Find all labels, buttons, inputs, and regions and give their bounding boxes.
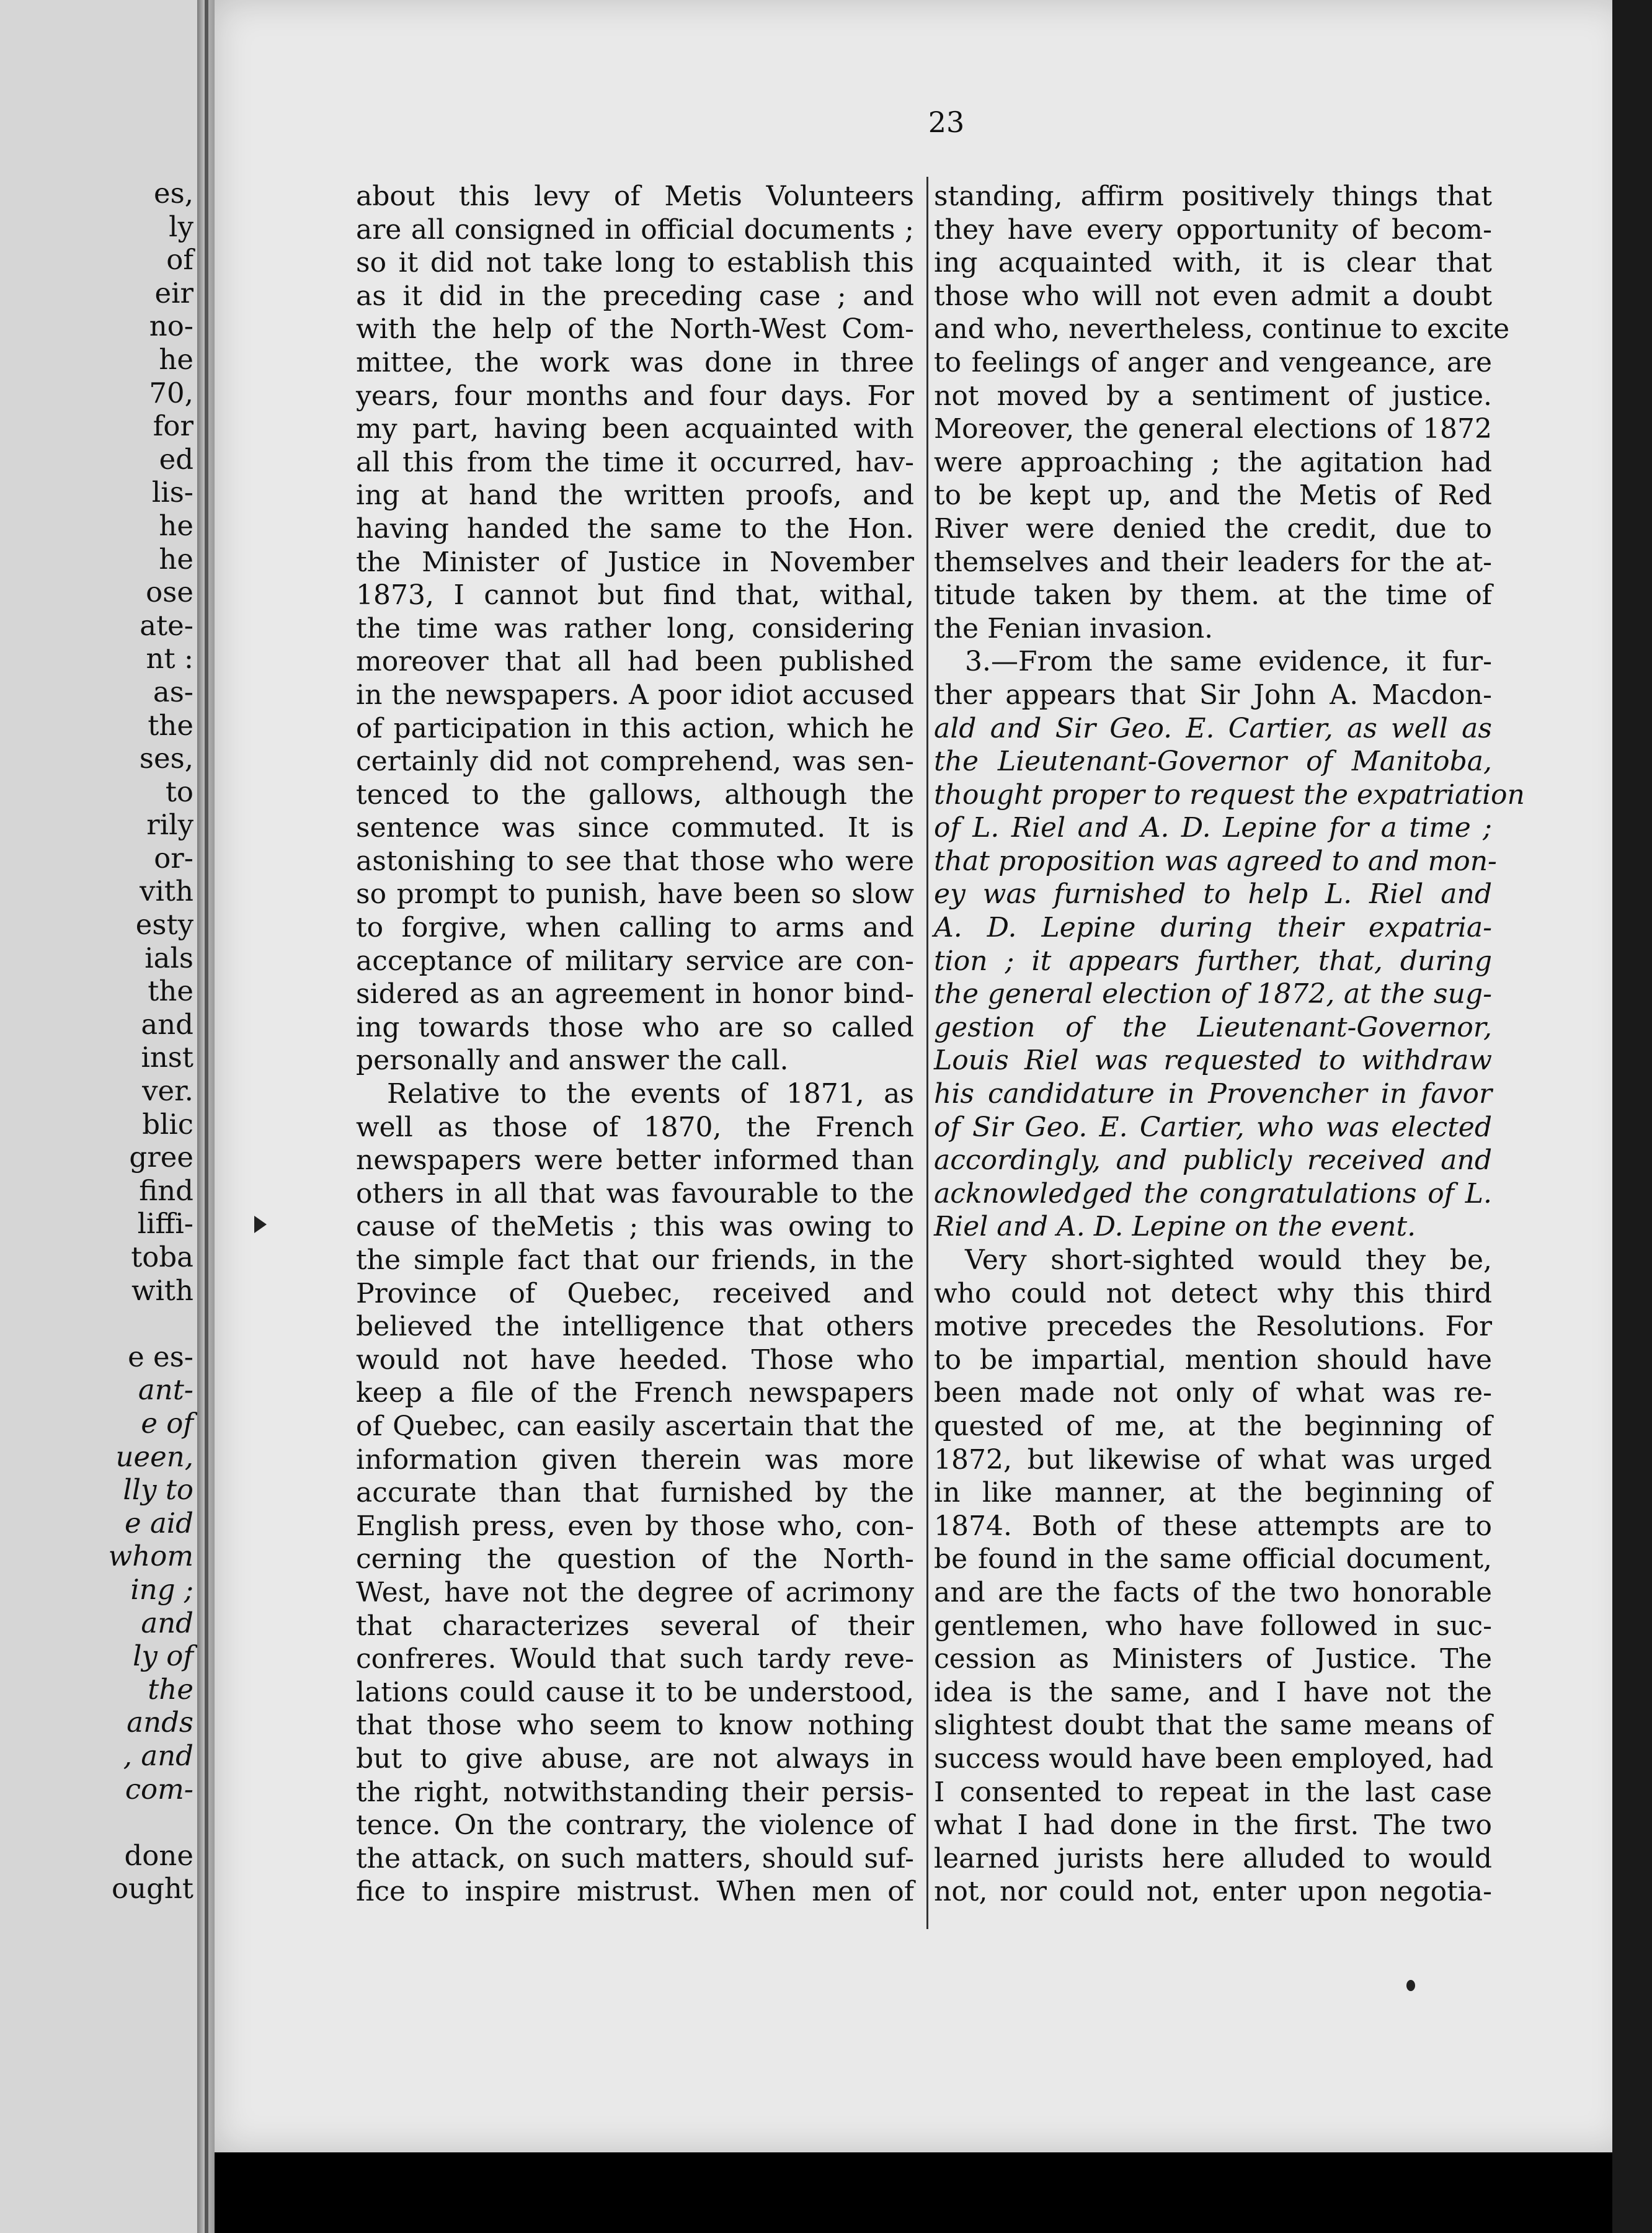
fragment-line: he <box>159 509 193 542</box>
text-line: the Minister of Justice in November <box>356 546 914 578</box>
text-line: 1874. Both of these attempts are to <box>934 1510 1492 1542</box>
fragment-line: ueen, <box>115 1440 193 1473</box>
text-line: astonishing to see that those who were <box>356 845 914 877</box>
text-line: be found in the same official document, <box>934 1543 1492 1576</box>
fragment-line: liffi- <box>137 1207 193 1241</box>
text-line: newspapers were better informed than <box>356 1144 914 1177</box>
text-line: thought proper to request the expatriation <box>934 778 1525 811</box>
fragment-line: ed <box>159 442 193 476</box>
text-line: accordingly, and publicly received and <box>934 1144 1492 1177</box>
text-line: cause of theMetis ; this was owing to <box>356 1211 914 1243</box>
text-line: cerning the question of the North- <box>356 1543 914 1576</box>
text-line: to forgive, when calling to arms and <box>356 912 914 944</box>
text-line: tion ; it appears further, that, during <box>934 945 1492 977</box>
right-column <box>934 180 1525 1909</box>
text-line: were approaching ; the agitation had <box>934 446 1492 478</box>
fragment-line: he <box>159 342 193 376</box>
text-line: A. D. Lepine during their expatria- <box>934 912 1492 944</box>
text-line: themselves and their leaders for the at- <box>934 546 1492 578</box>
fragment-line: ate- <box>140 608 193 642</box>
text-line: Province of Quebec, received and <box>356 1277 914 1309</box>
text-line: would not have heeded. Those who <box>356 1344 914 1376</box>
fragment-line: ands <box>127 1706 193 1739</box>
text-line: the general election of 1872, at the sug- <box>934 978 1492 1010</box>
text-line: keep a file of the French newspapers <box>356 1377 914 1409</box>
fragment-line: inst <box>141 1041 193 1074</box>
text-line: 3.—From the same evidence, it fur- <box>965 646 1492 678</box>
text-line: lations could cause it to be understood, <box>356 1676 914 1708</box>
fragment-line: lis- <box>151 476 193 509</box>
facing-page-text <box>0 177 197 1905</box>
text-line: the Lieutenant-Governor of Manitoba, <box>934 746 1492 778</box>
text-line: English press, even by those who, con- <box>356 1510 914 1542</box>
text-line: 1873, I cannot but find that, withal, <box>356 579 914 612</box>
text-line: motive precedes the Resolutions. For <box>934 1311 1492 1343</box>
text-line: that characterizes several of their <box>356 1610 914 1642</box>
text-line: what I had done in the first. The two <box>934 1809 1492 1842</box>
text-line: ald and Sir Geo. E. Cartier, as well as <box>934 712 1492 744</box>
text-line: but to give abuse, are not always in <box>356 1742 914 1775</box>
fragment-line: ought <box>112 1872 193 1905</box>
text-line: tenced to the gallows, although the <box>356 778 914 811</box>
text-line: idea is the same, and I have not the <box>934 1676 1492 1708</box>
fragment-line: for <box>153 409 193 443</box>
text-line: 1872, but likewise of what was urged <box>934 1443 1492 1476</box>
text-line: who could not detect why this third <box>934 1277 1492 1309</box>
fragment-line: the <box>148 708 193 742</box>
text-line: learned jurists here alluded to would <box>934 1842 1492 1874</box>
text-line: ey was furnished to help L. Riel and <box>934 878 1492 911</box>
text-line: of Quebec, can easily ascertain that the <box>356 1410 914 1442</box>
text-line: gentlemen, who have followed in suc- <box>934 1610 1492 1642</box>
fragment-line: ses, <box>139 742 193 775</box>
text-line: moreover that all had been published <box>356 646 914 678</box>
text-line: Louis Riel was requested to withdraw <box>934 1045 1492 1077</box>
text-line: so prompt to punish, have been so slow <box>356 878 914 911</box>
left-column <box>356 180 914 1909</box>
text-line: those who will not even admit a doubt <box>934 280 1492 312</box>
text-line: confreres. Would that such tardy reve- <box>356 1643 914 1675</box>
fragment-line: gree <box>129 1141 193 1174</box>
text-line: not, nor could not, enter upon negotia- <box>934 1876 1492 1908</box>
text-line: that proposition was agreed to and mon- <box>934 845 1497 877</box>
margin-arrow-mark <box>254 1216 267 1233</box>
text-line: of Sir Geo. E. Cartier, who was elected <box>934 1111 1492 1143</box>
fragment-line: toba <box>131 1241 193 1273</box>
text-line: to be impartial, mention should have <box>934 1344 1492 1376</box>
text-line: mittee, the work was done in three <box>356 346 914 378</box>
text-line: not moved by a sentiment of justice. <box>934 380 1492 412</box>
fragment-line: the <box>148 1672 193 1706</box>
text-line: sentence was since commuted. It is <box>356 812 914 844</box>
text-line: of L. Riel and A. D. Lepine for a time ; <box>934 812 1492 844</box>
text-line: others in all that was favourable to the <box>356 1177 914 1210</box>
text-line: tence. On the contrary, the violence of <box>356 1809 914 1842</box>
fragment-line: find <box>139 1174 193 1207</box>
text-line: the simple fact that our friends, in the <box>356 1244 914 1276</box>
text-line: ing towards those who are so called <box>356 1011 914 1043</box>
page <box>215 0 1628 2152</box>
column-rule <box>926 177 928 1929</box>
fragment-line: eir <box>154 276 193 310</box>
text-line: information given therein was more <box>356 1443 914 1476</box>
text-line: and are the facts of the two honorable <box>934 1576 1492 1608</box>
text-line: the time was rather long, considering <box>356 612 914 644</box>
text-line: they have every opportunity of becom- <box>934 213 1492 246</box>
fragment-line: no- <box>149 310 193 343</box>
text-line: my part, having been acquainted with <box>356 413 914 445</box>
text-line: years, four months and four days. For <box>356 380 914 412</box>
fragment-line: 70, <box>149 376 193 409</box>
fragment-line: blic <box>142 1107 193 1141</box>
fragment-line: lly to <box>123 1473 193 1507</box>
text-line: his candidature in Provencher in favor <box>934 1078 1492 1110</box>
text-line: the Fenian invasion. <box>934 612 1214 644</box>
text-line: Relative to the events of 1871, as <box>387 1078 914 1110</box>
text-line: the attack, on such matters, should suf- <box>356 1842 914 1874</box>
text-line: been made not only of what was re- <box>934 1377 1492 1409</box>
fragment-line: com- <box>125 1772 193 1806</box>
fragment-line: and <box>141 1007 193 1041</box>
fragment-line: e aid <box>125 1506 193 1540</box>
text-line: in the newspapers. A poor idiot accused <box>356 679 914 711</box>
text-line: sidered as an agreement in honor bind- <box>356 978 914 1010</box>
text-line: cession as Ministers of Justice. The <box>934 1643 1492 1675</box>
text-line: certainly did not comprehend, was sen- <box>356 746 914 778</box>
text-line: ing acquainted with, it is clear that <box>934 247 1492 279</box>
text-line: quested of me, at the beginning of <box>934 1410 1492 1442</box>
text-line: success would have been employed, had <box>934 1742 1494 1775</box>
fragment-line: and <box>141 1606 193 1639</box>
fragment-line: ver. <box>142 1074 193 1108</box>
fragment-line: whom <box>108 1540 193 1573</box>
text-line: ther appears that Sir John A. Macdon- <box>934 679 1492 711</box>
text-line: West, have not the degree of acrimony <box>356 1576 914 1608</box>
text-line: gestion of the Lieutenant-Governor, <box>934 1011 1492 1043</box>
fragment-line <box>0 1806 197 1839</box>
text-line: about this levy of Metis Volunteers <box>356 181 914 212</box>
fragment-line: es, <box>153 177 193 210</box>
text-line: as it did in the preceding case ; and <box>356 280 914 312</box>
fragment-line: to <box>165 775 193 808</box>
fragment-line: e es- <box>128 1340 193 1373</box>
text-line: of participation in this action, which he <box>356 712 914 744</box>
text-line: Very short-sighted would they be, <box>965 1244 1492 1276</box>
text-line: believed the intelligence that others <box>356 1311 914 1343</box>
fragment-line: ant- <box>138 1373 193 1407</box>
page-number: 23 <box>928 105 965 139</box>
fragment-line: the <box>148 974 193 1008</box>
fragment-line: , and <box>123 1739 193 1772</box>
fragment-line: ly <box>169 210 193 243</box>
text-line: with the help of the North-West Com- <box>356 313 914 345</box>
fragment-line: ly of <box>133 1639 193 1673</box>
fragment-line: ose <box>146 576 193 609</box>
binding-line <box>205 0 208 2233</box>
fragment-line: vith <box>140 875 193 908</box>
text-line: and who, nevertheless, continue to excite <box>934 313 1510 345</box>
text-line: titude taken by them. at the time of <box>934 579 1492 612</box>
text-line: ing at hand the written proofs, and <box>356 479 914 512</box>
text-line: acceptance of military service are con- <box>356 945 914 977</box>
text-line: are all consigned in official documents ; <box>356 213 914 246</box>
text-line: fice to inspire mistrust. When men of <box>356 1876 914 1908</box>
fragment-line: ials <box>144 941 193 974</box>
text-line: having handed the same to the Hon. <box>356 512 914 545</box>
fragment-line: with <box>131 1273 193 1307</box>
text-line: to feelings of anger and vengeance, are <box>934 346 1492 378</box>
text-line: slightest doubt that the same means of <box>934 1709 1492 1742</box>
fragment-line: nt : <box>146 642 193 675</box>
fragment-line: as- <box>153 675 193 708</box>
text-line: that those who seem to know nothing <box>356 1709 914 1742</box>
fragment-line: done <box>124 1839 193 1872</box>
fragment-line: ing ; <box>130 1572 193 1606</box>
fragment-line: he <box>159 542 193 576</box>
text-line: accurate than that furnished by the <box>356 1477 914 1509</box>
text-line: I consented to repeat in the last case <box>934 1776 1492 1808</box>
text-line: personally and answer the call. <box>356 1045 789 1077</box>
text-line: so it did not take long to establish this <box>356 247 914 279</box>
text-line: standing, affirm positively things that <box>934 181 1492 212</box>
text-line: the right, notwithstanding their persis- <box>356 1776 914 1808</box>
text-line: in like manner, at the beginning of <box>934 1477 1492 1509</box>
fragment-line: or- <box>154 841 193 875</box>
fragment-line: e of <box>141 1406 193 1440</box>
fragment-line: esty <box>135 908 193 942</box>
fragment-line: rily <box>146 808 193 842</box>
text-line: acknowledged the congratulations of L. <box>934 1177 1492 1210</box>
text-line: all this from the time it occurred, hav- <box>356 446 914 478</box>
text-line: to be kept up, and the Metis of Red <box>934 479 1492 512</box>
text-line: River were denied the credit, due to <box>934 512 1492 545</box>
page-edge <box>1612 0 1652 2233</box>
text-line: Riel and A. D. Lepine on the event. <box>934 1211 1416 1243</box>
text-line: Moreover, the general elections of 1872 <box>934 413 1492 445</box>
text-line: well as those of 1870, the French <box>356 1111 914 1143</box>
fragment-line: of <box>166 243 193 277</box>
facing-page-fragment <box>0 0 197 2233</box>
ink-spot <box>1406 1980 1415 1991</box>
fragment-line <box>0 1307 197 1340</box>
